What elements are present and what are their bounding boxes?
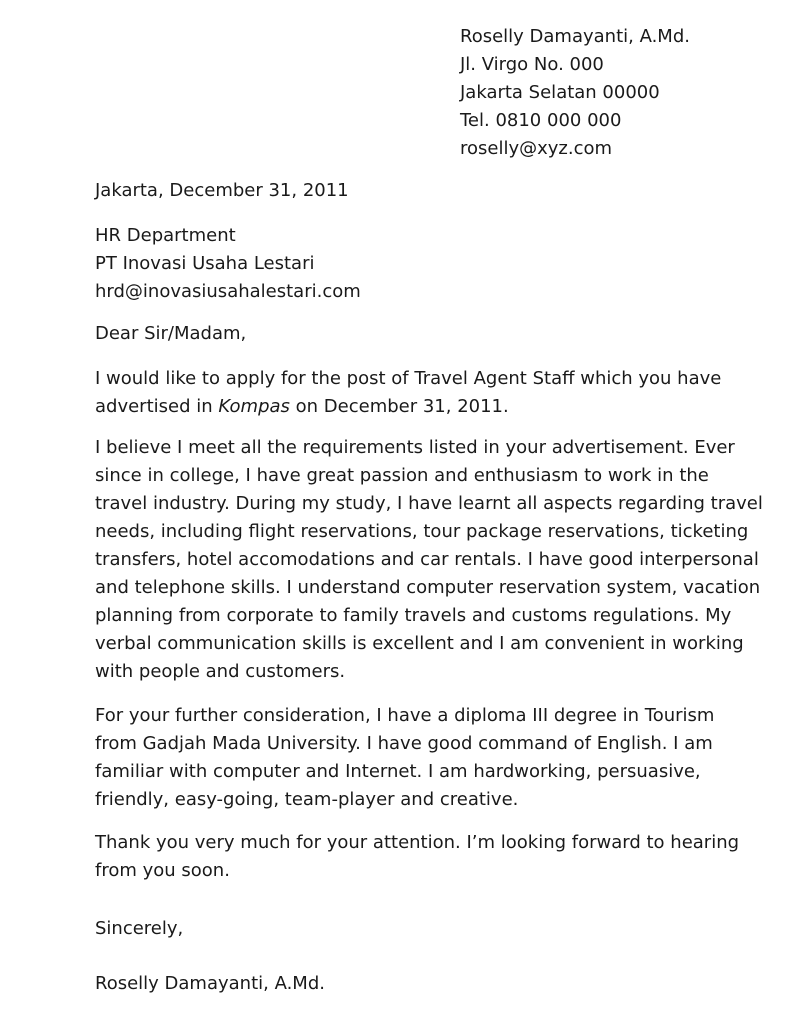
newspaper-name: Kompas: [218, 396, 290, 417]
paragraph-2-line: I believe I meet all the requirements listed in your advertisement. Ever: [95, 437, 735, 458]
sender-phone: Tel. 0810 000 000: [460, 110, 622, 131]
paragraph-1-line: [95, 396, 509, 418]
sender-street: Jl. Virgo No. 000: [460, 54, 604, 75]
signature-name: Roselly Damayanti, A.Md.: [95, 973, 325, 994]
sender-name: Roselly Damayanti, A.Md.: [460, 26, 690, 47]
letter-date: Jakarta, December 31, 2011: [95, 180, 349, 201]
paragraph-2-line: and telephone skills. I understand computer reservation system, vacation: [95, 577, 761, 598]
sender-email: roselly@xyz.com: [460, 138, 613, 159]
paragraph-2-line: transfers, hotel accomodations and car rentals. I have good interpersonal: [95, 549, 759, 570]
paragraph-2-line: planning from corporate to family travels and customs regulations. My: [95, 605, 732, 626]
closing: Sincerely,: [95, 918, 184, 939]
paragraph-4-line: from you soon.: [95, 860, 230, 881]
paragraph-3-line: familiar with computer and Internet. I am hardworking, persuasive,: [95, 761, 701, 782]
recipient-company: PT Inovasi Usaha Lestari: [95, 253, 315, 274]
paragraph-2-line: with people and customers.: [95, 661, 346, 682]
paragraph-3-line: from Gadjah Mada University. I have good command of English. I am: [95, 733, 713, 754]
recipient-email: hrd@inovasiusahalestari.com: [95, 281, 361, 302]
paragraph-2-line: travel industry. During my study, I have learnt all aspects regarding travel: [95, 493, 763, 514]
paragraph-1-text: advertised in: [95, 396, 219, 417]
paragraph-1-line: I would like to apply for the post of Travel Agent Staff which you have: [95, 368, 722, 389]
salutation: Dear Sir/Madam,: [95, 323, 247, 344]
paragraph-2-line: since in college, I have great passion and enthusiasm to work in the: [95, 465, 709, 486]
paragraph-2-line: needs, including flight reservations, tour package reservations, ticketing: [95, 521, 749, 542]
paragraph-1-text: on December 31, 2011.: [289, 396, 509, 417]
paragraph-4-line: Thank you very much for your attention. I’m looking forward to hearing: [95, 832, 740, 853]
paragraph-2-line: verbal communication skills is excellent and I am convenient in working: [95, 633, 744, 654]
paragraph-3-line: For your further consideration, I have a diploma III degree in Tourism: [95, 705, 715, 726]
paragraph-3-line: friendly, easy-going, team-player and creative.: [95, 789, 519, 810]
recipient-department: HR Department: [95, 225, 236, 246]
sender-city: Jakarta Selatan 00000: [460, 82, 660, 103]
